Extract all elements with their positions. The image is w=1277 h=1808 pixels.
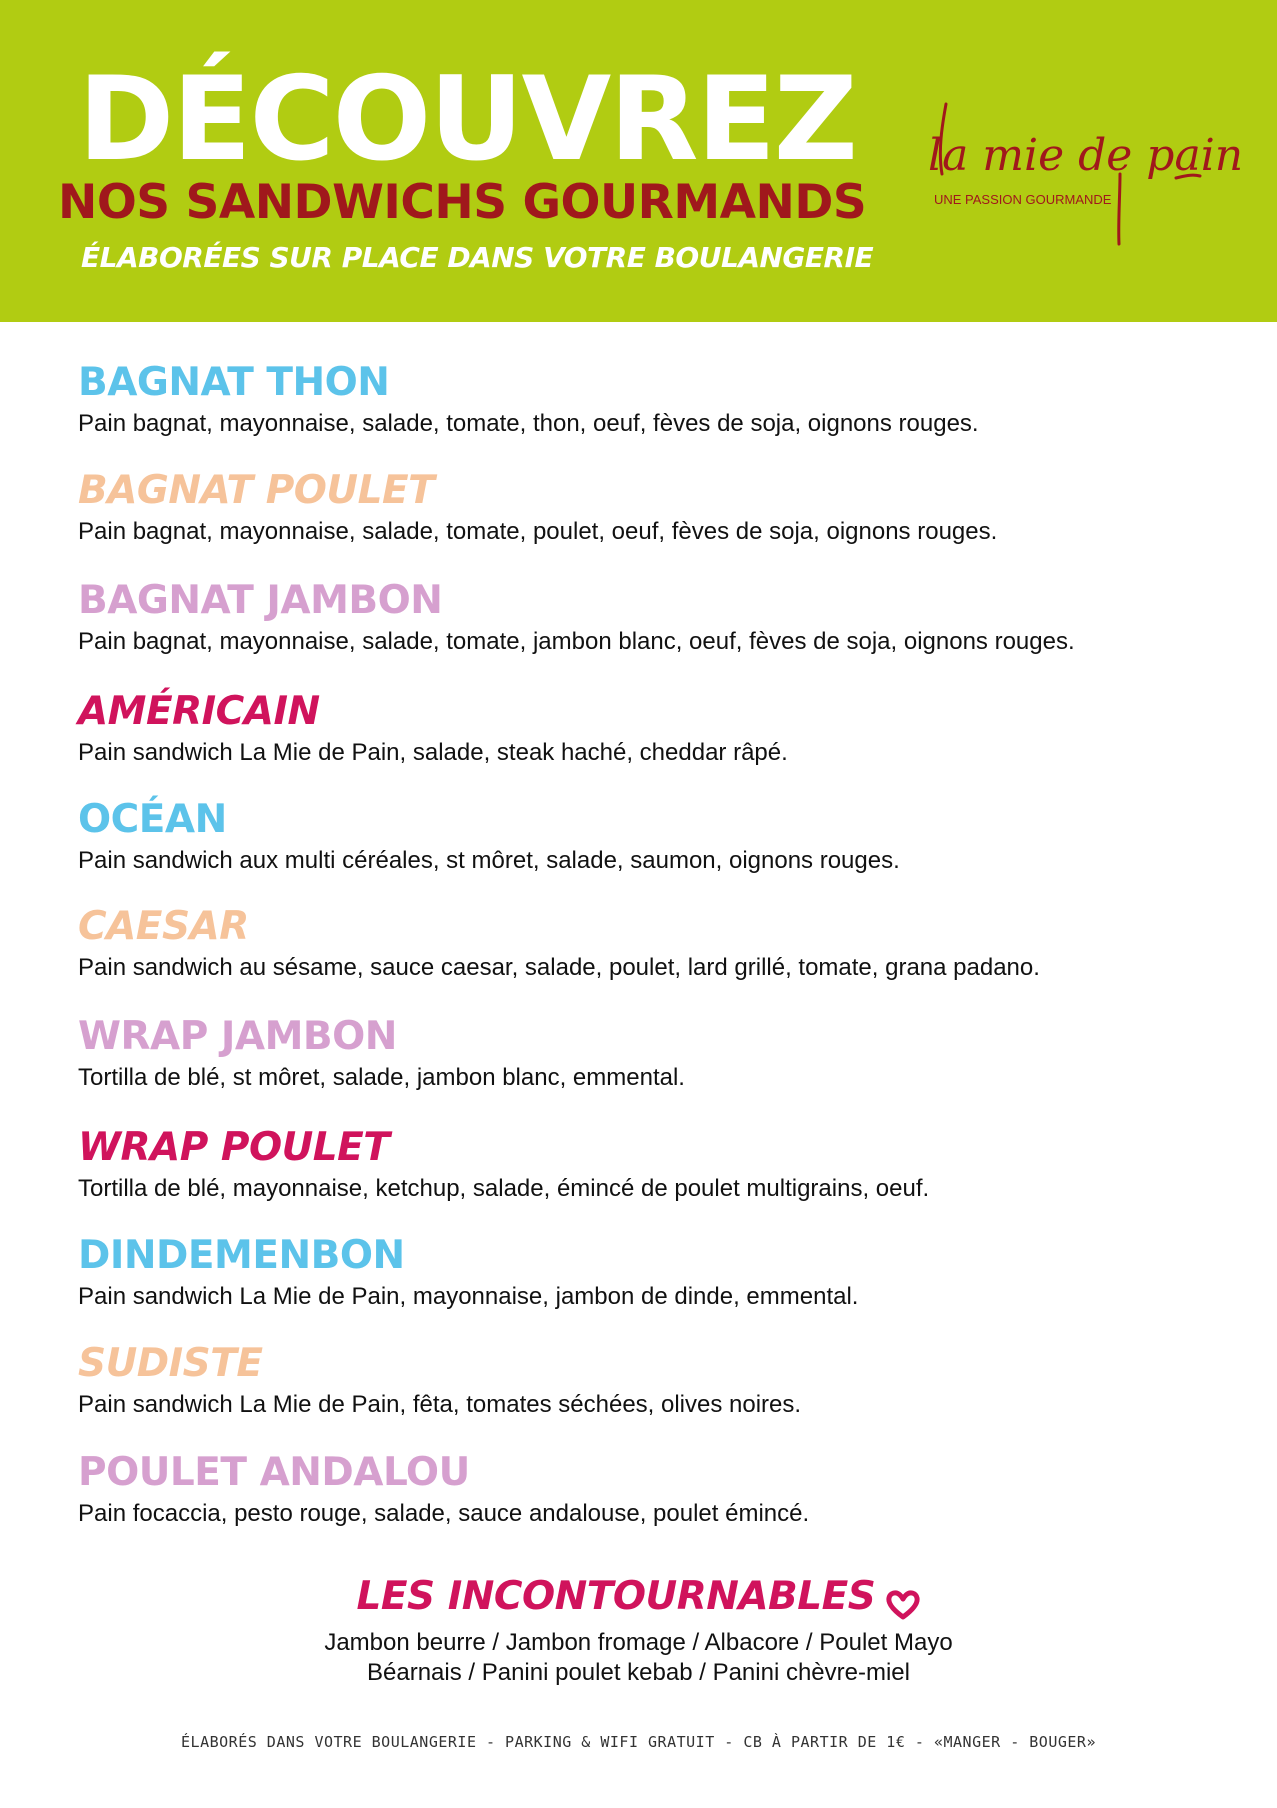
- menu-item-description: Tortilla de blé, mayonnaise, ketchup, salade, émincé de poulet multigrains, oeuf.: [78, 1175, 930, 1202]
- menu-item-ocean: [78, 798, 1238, 876]
- menu-item-name: DINDEMENBON: [78, 1233, 405, 1278]
- menu-item-name: BAGNAT THON: [78, 360, 390, 405]
- menu-item-description: Pain sandwich La Mie de Pain, mayonnaise, jambon de dinde, emmental.: [78, 1283, 859, 1310]
- menu-item-poulet-andalou: [78, 1451, 1238, 1529]
- menu-item-name: OCÉAN: [78, 797, 227, 842]
- menu-item-description: Pain sandwich La Mie de Pain, fêta, tomates séchées, olives noires.: [78, 1391, 802, 1418]
- menu-item-name: CAESAR: [78, 904, 249, 949]
- menu-item-name: BAGNAT JAMBON: [78, 578, 443, 623]
- menu-item-description: Pain bagnat, mayonnaise, salade, tomate, poulet, oeuf, fèves de soja, oignons rouges.: [78, 518, 998, 545]
- logo-slogan: UNE PASSION GOURMANDE: [934, 192, 1112, 207]
- menu-item-name: WRAP POULET: [78, 1125, 390, 1170]
- menu-item-wrap-jambon: [78, 1015, 1238, 1093]
- essentials-line-1: Jambon beurre / Jambon fromage / Albacore / Poulet Mayo: [324, 1629, 953, 1656]
- heart-icon: [886, 1589, 920, 1621]
- menu-item-description: Pain focaccia, pesto rouge, salade, sauce andalouse, poulet émincé.: [78, 1500, 810, 1527]
- page-title: DÉCOUVREZ: [78, 52, 856, 187]
- menu-item-wrap-poulet: [78, 1126, 1238, 1204]
- logo-wordmark: la mie de pain: [928, 130, 1244, 181]
- menu-item-name: BAGNAT POULET: [78, 468, 435, 513]
- menu-item-caesar: [78, 905, 1238, 983]
- menu-item-bagnat-poulet: [78, 469, 1238, 547]
- menu-item-description: Pain sandwich aux multi céréales, st môret, salade, saumon, oignons rouges.: [78, 847, 900, 874]
- menu-item-description: Tortilla de blé, st môret, salade, jambon blanc, emmental.: [78, 1064, 685, 1091]
- menu-item-dindemenbon: [78, 1234, 1238, 1312]
- menu-item-description: Pain bagnat, mayonnaise, salade, tomate, jambon blanc, oeuf, fèves de soja, oignons rouges.: [78, 628, 1075, 655]
- menu-item-americain: [78, 690, 1238, 768]
- header-banner: [0, 0, 1277, 322]
- footer-note: ÉLABORÉS DANS VOTRE BOULANGERIE - PARKING & WIFI GRATUIT - CB À PARTIR DE 1€ - «MANGER - BOUGER»: [181, 1733, 1096, 1751]
- page-tagline: ÉLABORÉES SUR PLACE DANS VOTRE BOULANGERIE: [81, 241, 874, 274]
- menu-item-bagnat-jambon: [78, 579, 1238, 657]
- brand-logo: [928, 96, 1244, 256]
- menu-item-bagnat-thon: [78, 361, 1238, 439]
- menu-item-description: Pain sandwich au sésame, sauce caesar, salade, poulet, lard grillé, tomate, grana padano.: [78, 954, 1040, 981]
- menu-item-sudiste: [78, 1342, 1238, 1420]
- essentials-section: [0, 1572, 1277, 1688]
- page-subtitle: NOS SANDWICHS GOURMANDS: [58, 175, 867, 230]
- menu-item-name: SUDISTE: [78, 1341, 263, 1386]
- menu-item-description: Pain bagnat, mayonnaise, salade, tomate, thon, oeuf, fèves de soja, oignons rouges.: [78, 410, 979, 437]
- menu-item-name: POULET ANDALOU: [78, 1450, 470, 1495]
- menu-item-name: WRAP JAMBON: [78, 1014, 397, 1059]
- essentials-line-2: Béarnais / Panini poulet kebab / Panini chèvre-miel: [367, 1659, 910, 1686]
- essentials-title: LES INCONTOURNABLES: [356, 1574, 876, 1619]
- menu-item-description: Pain sandwich La Mie de Pain, salade, steak haché, cheddar râpé.: [78, 739, 788, 766]
- menu-item-name: AMÉRICAIN: [78, 689, 320, 734]
